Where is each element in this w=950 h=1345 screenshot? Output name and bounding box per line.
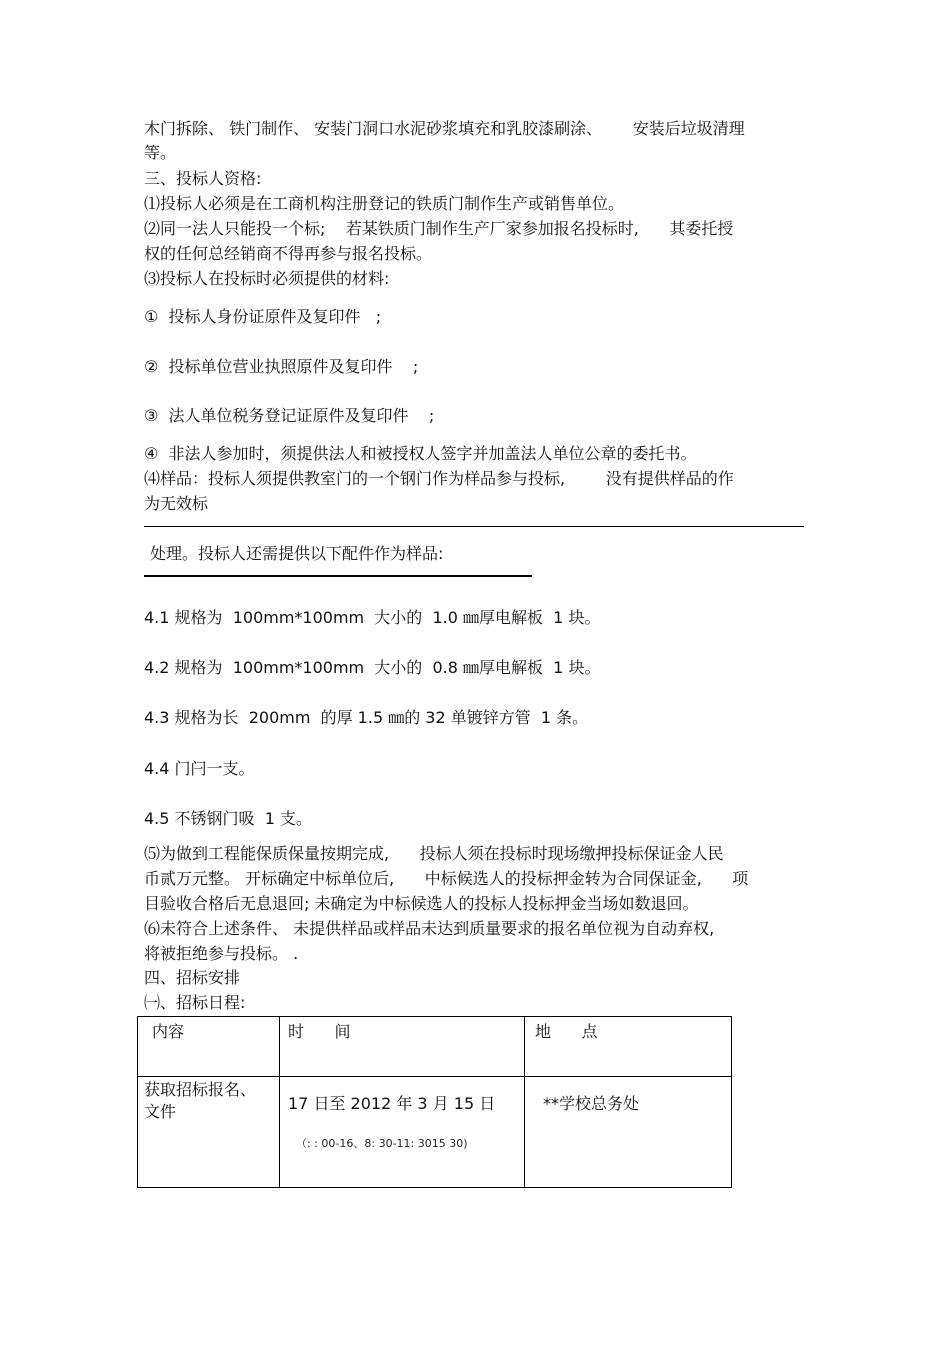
text-line: 处理。投标人还需提供以下配件作为样品: <box>150 544 444 563</box>
list-item: ③ 法人单位税务登记证原件及复印件 ; <box>144 406 435 425</box>
content-text: 获取招标报名、 <box>144 1080 257 1099</box>
table-header-cell <box>525 1017 732 1077</box>
table-header-cell <box>138 1017 280 1077</box>
list-item: ④ 非法人参加时，须提供法人和被授权人签字并加盖法人单位公章的委托书。 <box>144 444 697 463</box>
content-text: 文件 <box>144 1102 177 1121</box>
divider-line <box>144 526 804 527</box>
list-item: 4.3 规格为长 200mm 的厚 1.5 ㎜的 32 单镀锌方管 1 条。 <box>144 708 589 727</box>
text-line: 币贰万元整。 开标确定中标单位后, 中标候选人的投标押金转为合同保证金, 项 <box>144 869 749 888</box>
table-header-cell <box>280 1017 525 1077</box>
text-line: ⑷样品：投标人须提供教室门的一个钢门作为样品参与投标, 没有提供样品的作 <box>144 469 734 488</box>
text-line: 权的任何总经销商不得再参与报名投标。 <box>144 244 433 263</box>
table-row <box>138 1077 732 1188</box>
header-time: 时 间 <box>288 1022 351 1041</box>
text-line: 目验收合格后无息退回; 未确定为中标候选人的投标人投标押金当场如数退回。 <box>144 894 699 913</box>
text-line: 等。 <box>144 143 177 162</box>
text-line: ⑸为做到工程能保质保量按期完成, 投标人须在投标时现场缴押投标保证金人民 <box>144 844 724 863</box>
text-line: ⑶投标人在投标时必须提供的材料: <box>144 269 390 288</box>
table-cell <box>280 1077 525 1188</box>
list-item: ① 投标人身份证原件及复印件 ; <box>144 307 382 326</box>
text-line: ⑹未符合上述条件、 未提供样品或样品未达到质量要求的报名单位视为自动弃权, <box>144 919 715 938</box>
header-place: 地 点 <box>535 1022 598 1041</box>
section-heading: 四、招标安排 <box>144 968 241 987</box>
table-cell <box>138 1077 280 1188</box>
list-item: 4.1 规格为 100mm*100mm 大小的 1.0 ㎜厚电解板 1 块。 <box>144 608 601 627</box>
text-line: ⑵同一法人只能投一个标; 若某铁质门制作生产厂家参加报名投标时, 其委托授 <box>144 219 734 238</box>
time-note: （: : 00-16、8: 30-11: 3015 30) <box>296 1137 468 1150</box>
text-line: 为无效标 <box>144 494 209 513</box>
text-line: ⑴投标人必须是在工商机构注册登记的铁质门制作生产或销售单位。 <box>144 194 625 213</box>
sub-heading: ㈠、招标日程: <box>144 993 246 1012</box>
header-content: 内容 <box>152 1022 185 1041</box>
text-line: 将被拒绝参与投标。 . <box>144 944 299 963</box>
divider-line <box>144 575 532 577</box>
table-cell <box>525 1077 732 1188</box>
time-text: 17 日至 2012 年 3 月 15 日 <box>288 1094 496 1113</box>
schedule-table <box>137 1016 732 1188</box>
list-item: 4.4 门闩一支。 <box>144 759 255 778</box>
table-header-row <box>138 1017 732 1077</box>
text-line: 木门拆除、 铁门制作、 安装门洞口水泥砂浆填充和乳胶漆刷涂、 安装后垃圾清理 <box>144 119 745 138</box>
list-item: ② 投标单位营业执照原件及复印件 ; <box>144 357 419 376</box>
list-item: 4.2 规格为 100mm*100mm 大小的 0.8 ㎜厚电解板 1 块。 <box>144 658 601 677</box>
section-heading: 三、投标人资格: <box>144 169 262 188</box>
list-item: 4.5 不锈钢门吸 1 支。 <box>144 809 312 828</box>
place-text: **学校总务处 <box>543 1094 640 1113</box>
